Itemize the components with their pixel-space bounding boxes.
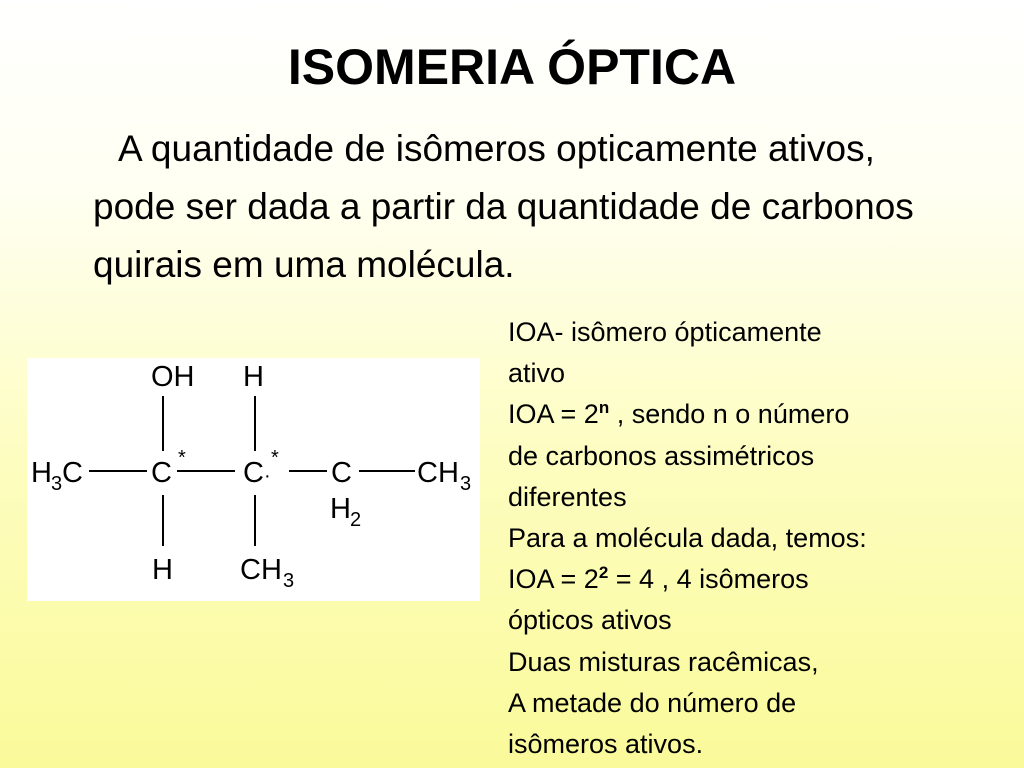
formula-result-exponent: 2 [598, 563, 609, 583]
hydrogen-bottom: H [152, 554, 173, 586]
intro-paragraph: A quantidade de isômeros opticamente ativos, pode ser dada a partir da quantidade de carbonos quirais em uma molécula. [93, 128, 914, 285]
note-line-9: Duas misturas racêmicas, [508, 646, 819, 677]
methyl-right-subscript: 3 [460, 473, 472, 495]
formula-general-rest: , sendo n o número [609, 399, 850, 430]
methylene-subscript: 2 [350, 509, 362, 531]
note-line-5: diferentes [508, 481, 627, 512]
structural-formula [27, 358, 480, 601]
chiral-star-1: * [178, 447, 186, 469]
chiral-dot-2: · [264, 465, 271, 487]
formula-general-base: IOA = 2 [508, 399, 599, 430]
note-line-11: isômeros ativos. [508, 729, 704, 760]
methyl-left-c: C [62, 457, 83, 489]
methyl-bottom-subscript: 3 [283, 570, 295, 592]
note-line-1: IOA- isômero ópticamente [508, 317, 822, 347]
chiral-star-2: * [271, 447, 279, 469]
note-line-6: Para a molécula dada, temos: [508, 523, 867, 554]
formula-general-exponent: n [598, 398, 610, 418]
hydrogen-top: H [243, 361, 264, 393]
formula-result-rest: = 4 , 4 isômeros [608, 564, 809, 595]
formula-line-result [508, 559, 978, 600]
methyl-left-subscript: 3 [51, 473, 63, 495]
note-line-8: ópticos ativos [508, 605, 672, 636]
chiral-carbon-2: C [243, 457, 264, 489]
methylene-h: H [330, 493, 351, 525]
methyl-bottom: CH [240, 554, 282, 586]
note-line-10: A metade do número de [508, 687, 797, 718]
chiral-carbon-1: C [151, 457, 172, 489]
molecule-structure [27, 358, 480, 601]
formula-line-general [508, 394, 978, 435]
methyl-right: CH [417, 457, 459, 489]
note-line-4: de carbonos assimétricos [508, 440, 815, 471]
formula-result-base: IOA = 2 [508, 564, 599, 595]
methylene-carbon: C [331, 457, 352, 489]
note-line-2: ativo [508, 358, 566, 389]
slide-title: ISOMERIA ÓPTICA [287, 39, 737, 95]
methyl-left-h: H [31, 457, 52, 489]
oh-group: OH [151, 361, 195, 393]
explanation-text [508, 312, 978, 765]
